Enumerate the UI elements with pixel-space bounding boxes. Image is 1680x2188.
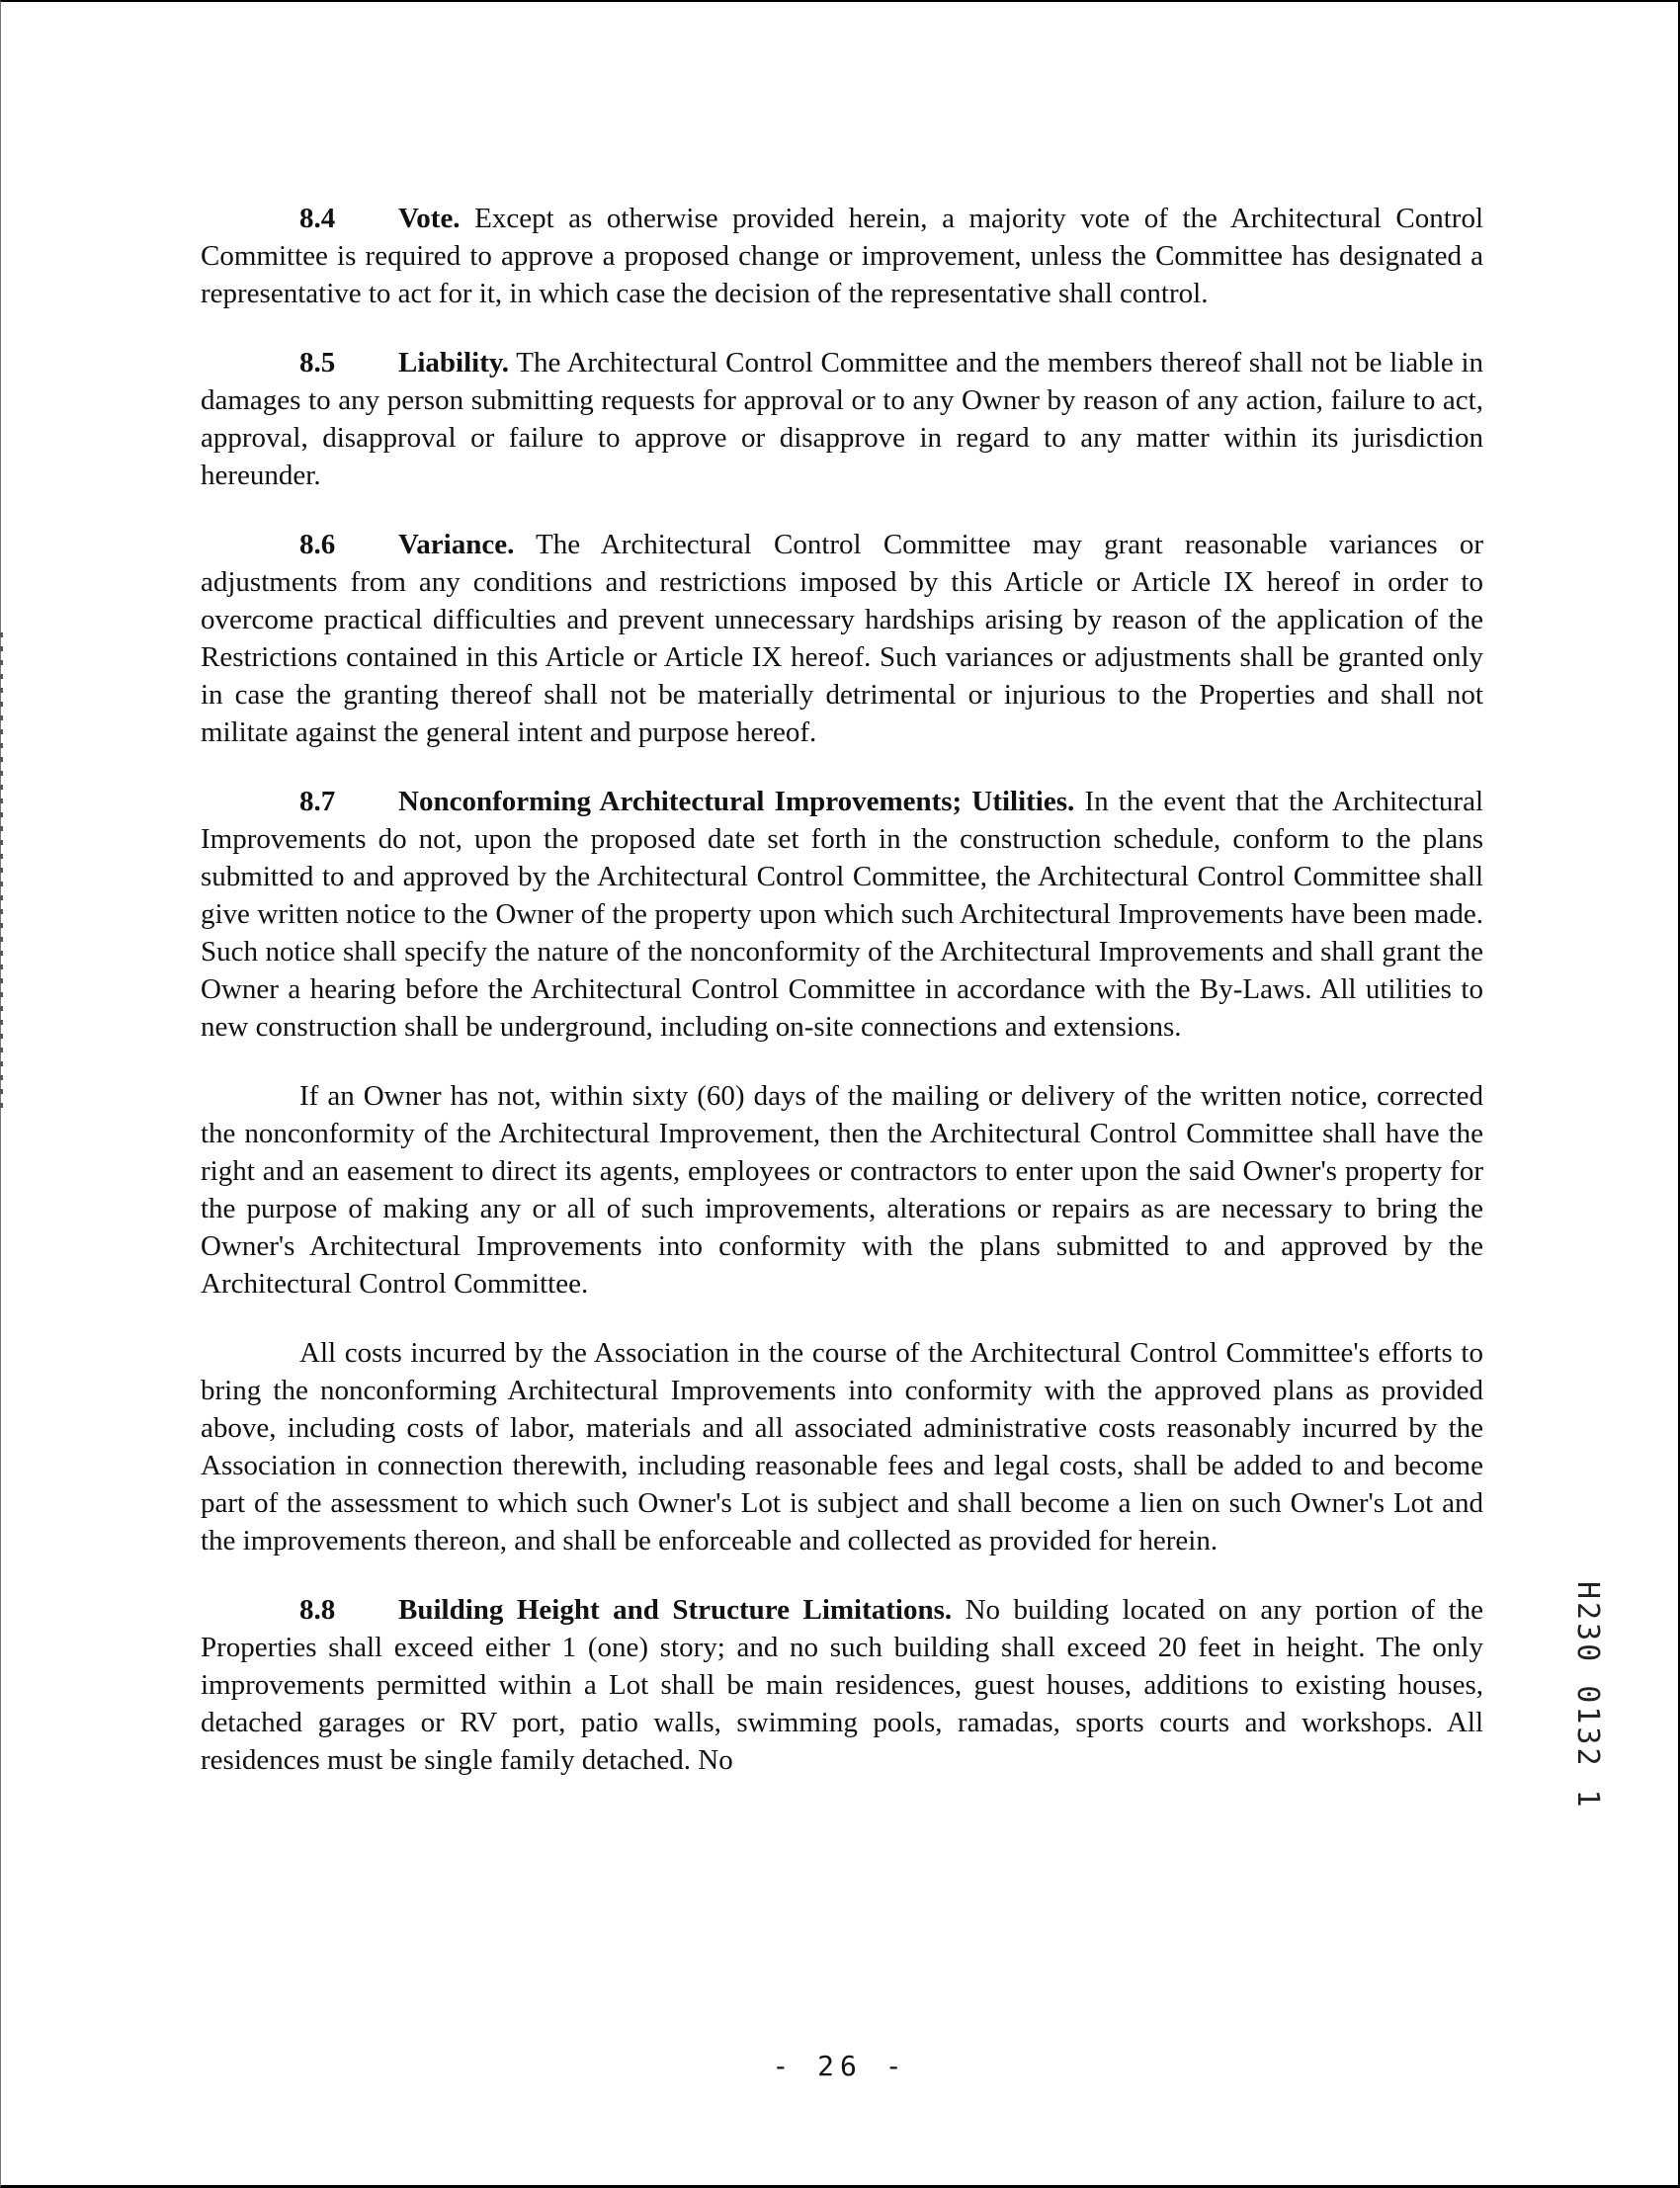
section-number: 8.7 bbox=[299, 786, 336, 817]
section-8-8 bbox=[201, 1591, 1483, 1779]
section-number: 8.5 bbox=[299, 347, 336, 379]
document-body bbox=[201, 200, 1483, 1810]
section-heading: Nonconforming Architectural Improvements; Utilities. bbox=[398, 786, 1075, 817]
section-number: 8.6 bbox=[299, 529, 336, 560]
section-heading: Variance. bbox=[398, 529, 515, 560]
section-heading: Liability. bbox=[398, 347, 510, 379]
paragraph-text: All costs incurred by the Association in the course of the Architectural Control Committee's efforts to bring the nonconforming Architectural Improvements into conformity with the approved plans as provided above, including costs of labor, materials and all associated administrative costs reasonably incurred by the Association in connection therewith, including reasonable fees and legal costs, shall be added to and become part of the assessment to which such Owner's Lot is subject and shall become a lien on such Owner's Lot and the improvements thereon, and shall be enforceable and collected as provided for herein. bbox=[201, 1337, 1483, 1557]
page-number: - 26 - bbox=[772, 2050, 908, 2082]
section-number: 8.4 bbox=[299, 203, 336, 234]
scan-edge-marks bbox=[0, 632, 3, 1117]
section-heading: Vote. bbox=[398, 203, 461, 234]
section-heading: Building Height and Structure Limitations. bbox=[398, 1594, 953, 1626]
section-8-7 bbox=[201, 783, 1483, 1046]
section-8-4 bbox=[201, 200, 1483, 312]
section-text: The Architectural Control Committee and the members thereof shall not be liable in damages to any person submitting requests for approval or to any Owner by reason of any action, failure to act, approval, disapproval or failure to approve or disapprove in regard to any matter within its jurisdiction hereunder. bbox=[201, 347, 1483, 491]
section-8-5 bbox=[201, 344, 1483, 494]
section-8-7-continued-2 bbox=[201, 1334, 1483, 1559]
section-text: Except as otherwise provided herein, a majority vote of the Architectural Control Committee is required to approve a proposed change or improvement, unless the Committee has designated a representative to act for it, in which case the decision of the representative shall control. bbox=[201, 203, 1483, 309]
paragraph-text: If an Owner has not, within sixty (60) days of the mailing or delivery of the written notice, corrected the nonconformity of the Architectural Improvement, then the Architectural Control Committee shall have the right and an easement to direct its agents, employees or contractors to enter upon the said Owner's property for the purpose of making any or all of such improvements, alterations or repairs as are necessary to bring the Owner's Architectural Improvements into conformity with the plans submitted to and approved by the Architectural Control Committee. bbox=[201, 1080, 1483, 1300]
section-text: In the event that the Architectural Improvements do not, upon the proposed date set forth in the construction schedule, conform to the plans submitted to and approved by the Architectural Control Committee, the Architectural Control Committee shall give written notice to the Owner of the property upon which such Architectural Improvements have been made. Such notice shall specify the nature of the nonconformity of the Architectural Improvements and shall grant the Owner a hearing before the Architectural Control Committee in accordance with the By-Laws. All utilities to new construction shall be underground, including on-site connections and extensions. bbox=[201, 786, 1483, 1043]
section-8-7-continued-1 bbox=[201, 1077, 1483, 1303]
section-8-6 bbox=[201, 526, 1483, 751]
section-text: The Architectural Control Committee may grant reasonable variances or adjustments from any conditions and restrictions imposed by this Article or Article IX hereof in order to overcome practical difficulties and prevent unnecessary hardships arising by reason of the application of the Restrictions contained in this Article or Article IX hereof. Such variances or adjustments shall be granted only in case the granting thereof shall not be materially detrimental or injurious to the Properties and shall not militate against the general intent and purpose hereof. bbox=[201, 529, 1483, 748]
margin-recording-stamp: H230 0132 1 bbox=[1570, 1581, 1605, 1810]
section-number: 8.8 bbox=[299, 1594, 336, 1626]
section-text: No building located on any portion of the Properties shall exceed either 1 (one) story; and no such building shall exceed 20 feet in height. The only improvements permitted within a Lot shall be main residences, guest houses, additions to existing houses, detached garages or RV port, patio walls, swimming pools, ramadas, sports courts and workshops. All residences must be single family detached. No bbox=[201, 1594, 1483, 1776]
